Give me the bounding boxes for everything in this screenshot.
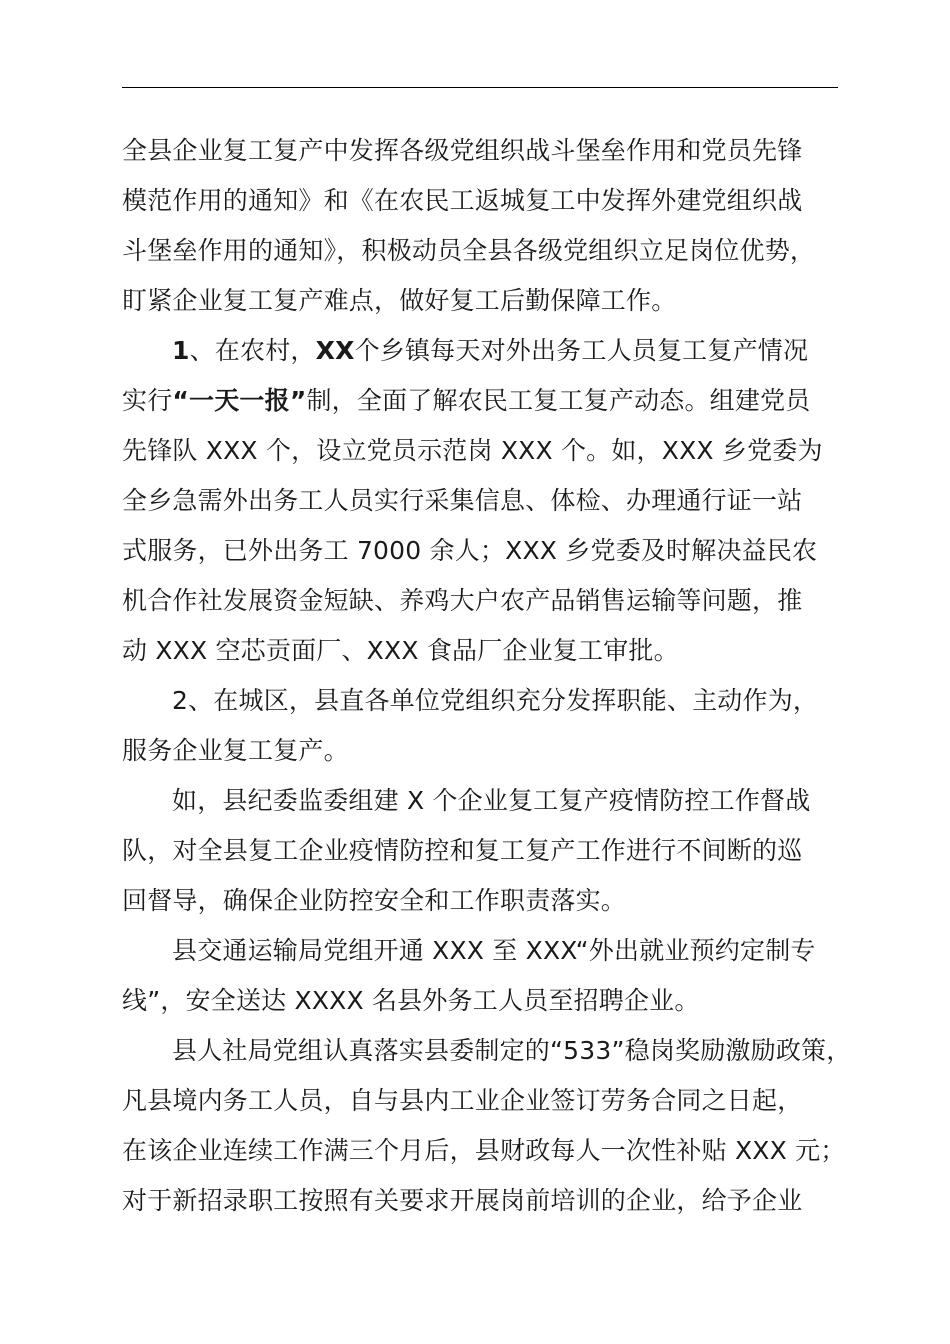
text-line: 盯紧企业复工复产难点，做好复工后勤保障工作。 <box>122 286 677 315</box>
text-line: 服务企业复工复产。 <box>122 736 349 765</box>
text-line: 2、在城区，县直各单位党组织充分发挥职能、主动作为， <box>172 686 819 715</box>
text-segment: 个乡镇每天对外出务工人员复工复产情况 <box>354 336 809 365</box>
text-segment: 制，全面了解农民工复工复产动态。组建党员 <box>306 386 811 415</box>
text-line: 斗堡垒作用的通知》，积极动员全县各级党组织立足岗位优势， <box>122 236 816 265</box>
text-line: 全乡急需外出务工人员实行采集信息、体检、办理通行证一站 <box>122 486 803 515</box>
document-body <box>122 126 852 1226</box>
header-rule <box>122 87 838 88</box>
text-line <box>122 376 838 426</box>
text-segment: 、在农村， <box>189 336 316 365</box>
text-line: 回督导，确保企业防控安全和工作职责落实。 <box>122 886 627 915</box>
text-line: 如，县纪委监委组建 X 个企业复工复产疫情防控工作督战 <box>172 786 811 815</box>
text-line: 凡县境内务工人员，自与县内工业企业签订劳务合同之日起， <box>122 1086 803 1115</box>
text-line: 先锋队 XXX 个，设立党员示范岗 XXX 个。如，XXX 乡党委为 <box>122 436 823 465</box>
bold-placeholder: XX <box>315 336 355 365</box>
text-line: 机合作社发展资金短缺、养鸡大户农产品销售运输等问题，推 <box>122 586 803 615</box>
text-line: 在该企业连续工作满三个月后，县财政每人一次性补贴 XXX 元； <box>122 1136 846 1165</box>
text-line: 对于新招录职工按照有关要求开展岗前培训的企业，给予企业 <box>122 1186 803 1215</box>
text-segment: 实行 <box>122 386 173 415</box>
bold-quote: “一天一报” <box>172 386 307 415</box>
text-line: 线”，安全送达 XXXX 名县外务工人员至招聘企业。 <box>122 986 700 1015</box>
text-line: 县人社局党组认真落实县委制定的“533”稳岗奖励激励政策， <box>172 1036 852 1065</box>
item-number: 1 <box>172 336 190 365</box>
text-line: 模范作用的通知》和《在农民工返城复工中发挥外建党组织战 <box>122 186 803 215</box>
text-line <box>122 326 838 376</box>
text-line: 队，对全县复工企业疫情防控和复工复产工作进行不间断的巡 <box>122 836 803 865</box>
text-line: 动 XXX 空芯贡面厂、XXX 食品厂企业复工审批。 <box>122 636 679 665</box>
text-line: 全县企业复工复产中发挥各级党组织战斗堡垒作用和党员先锋 <box>122 136 803 165</box>
text-line: 县交通运输局党组开通 XXX 至 XXX“外出就业预约定制专 <box>172 936 816 965</box>
text-line: 式服务，已外出务工 7000 余人；XXX 乡党委及时解决益民农 <box>122 536 818 565</box>
